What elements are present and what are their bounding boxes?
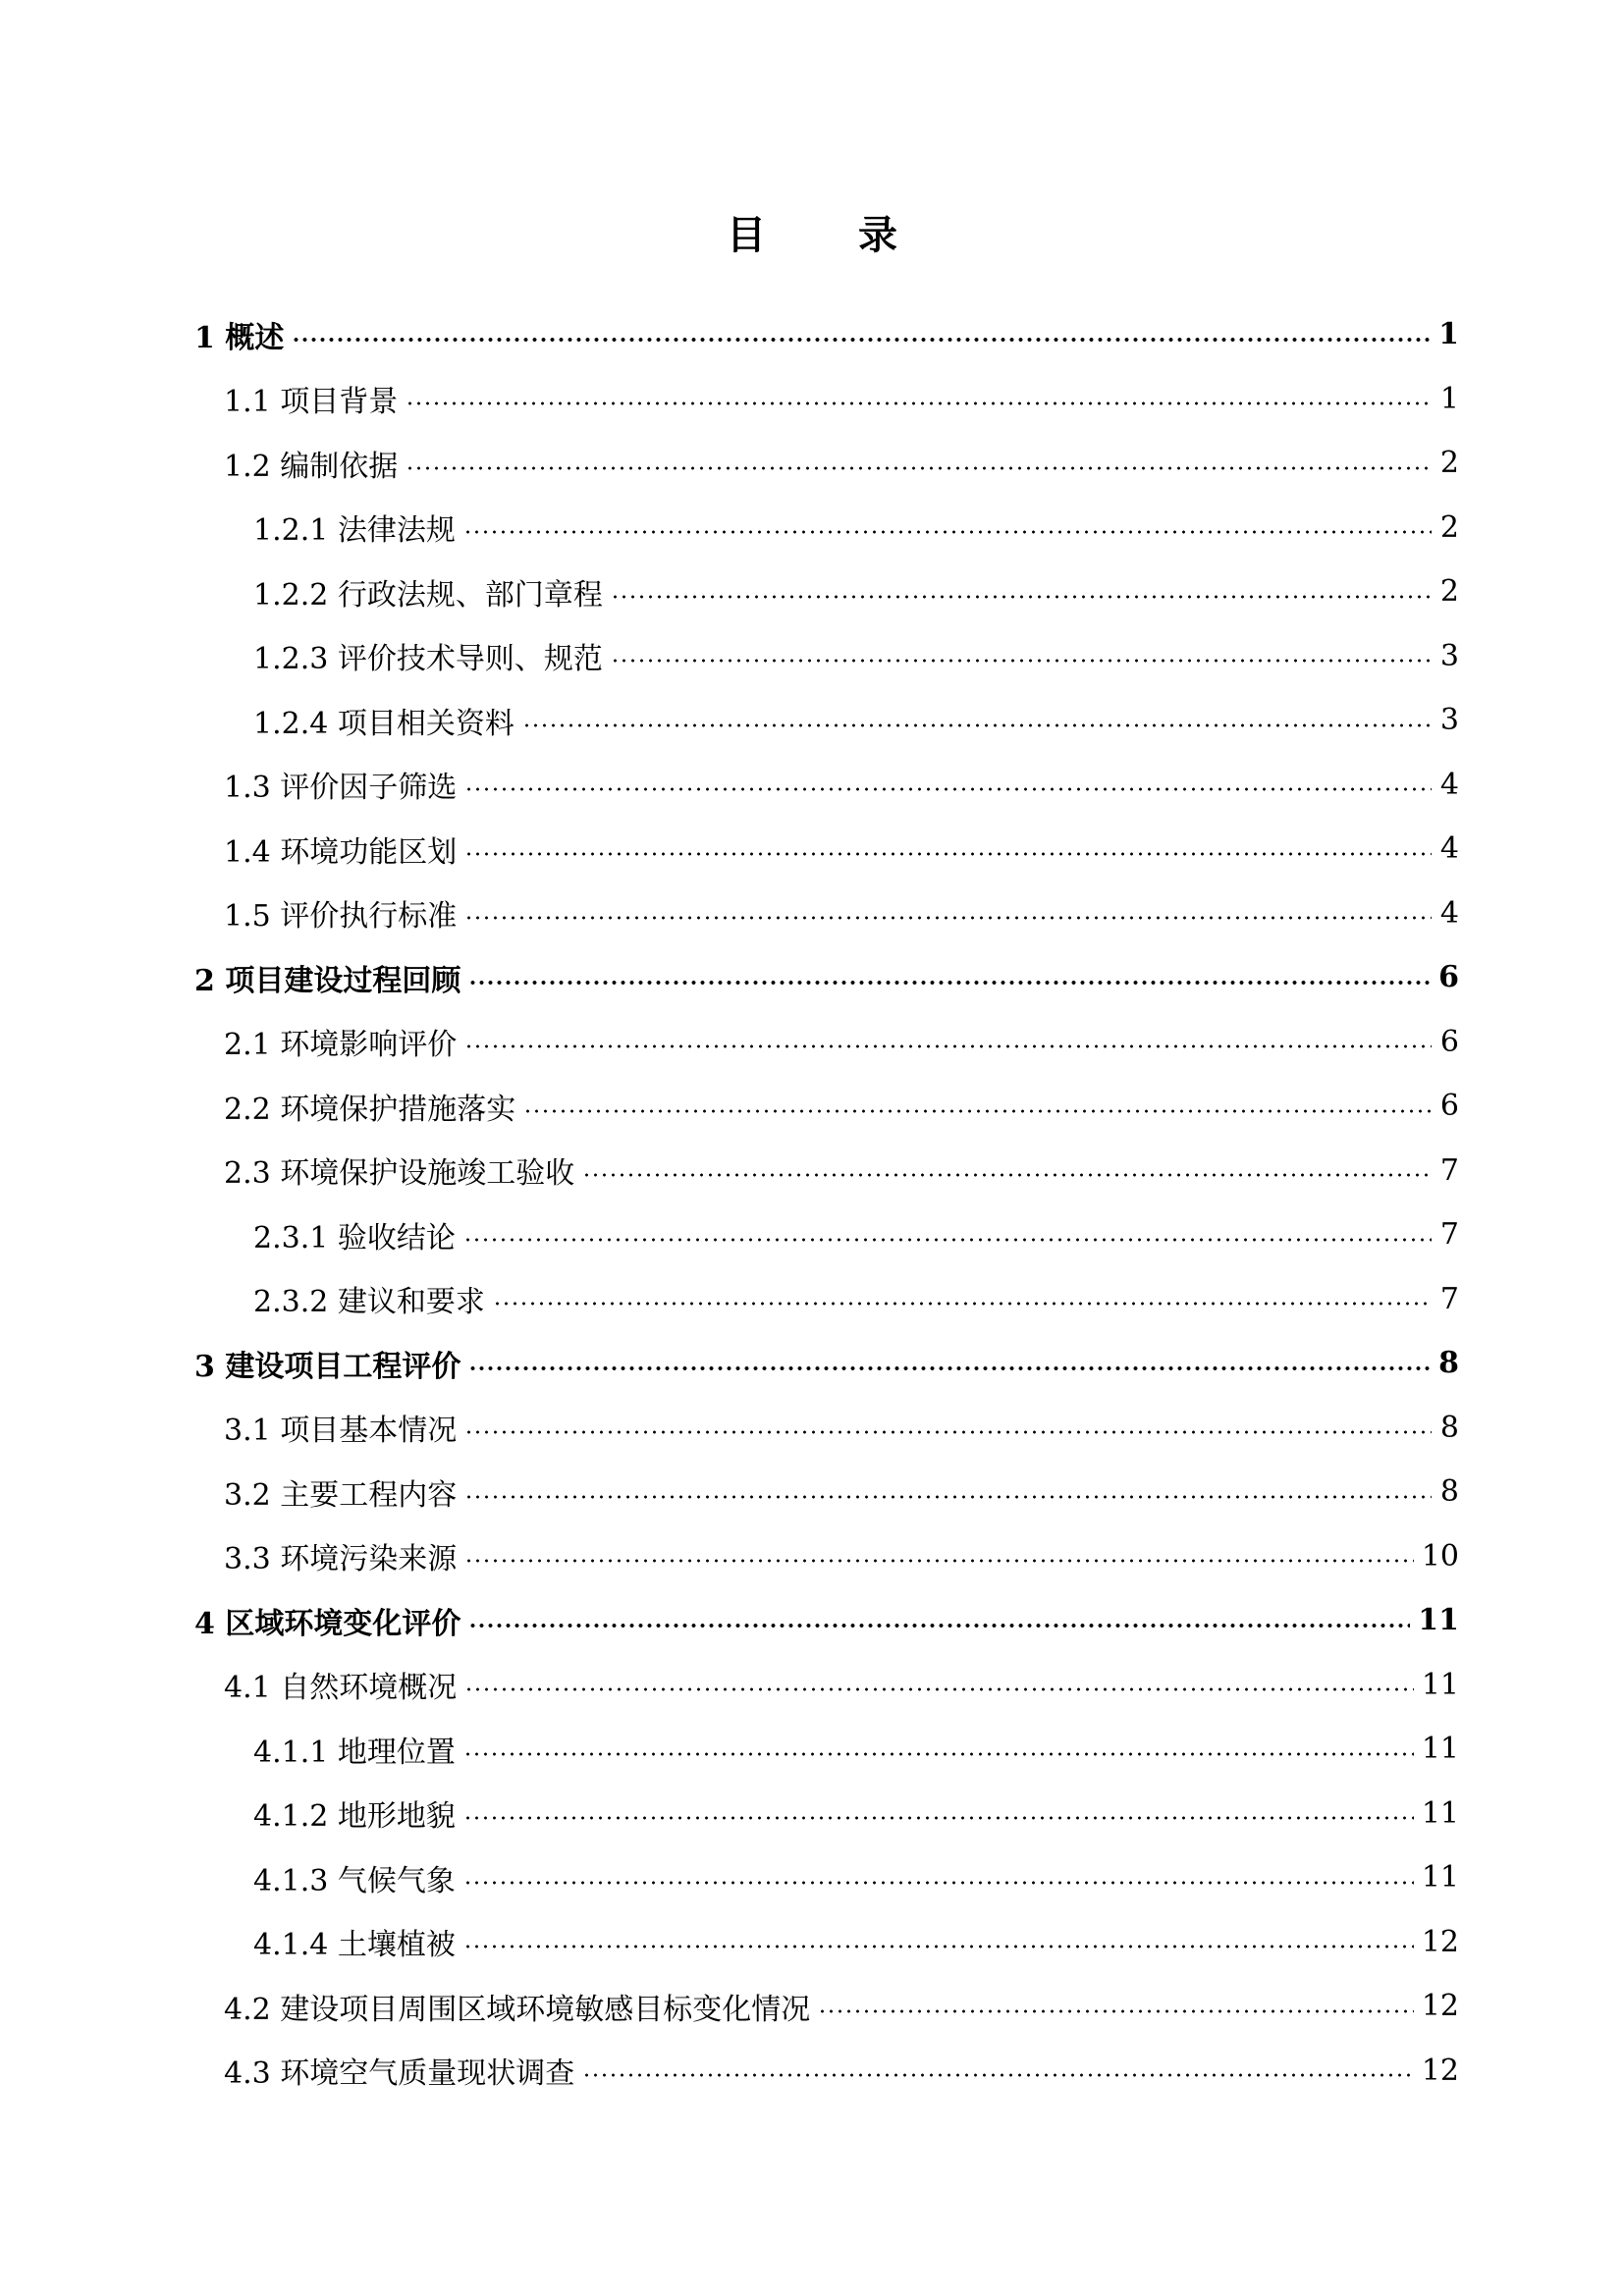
toc-entry-label: 3.3 环境污染来源 — [224, 1542, 458, 1577]
toc-entry[interactable] — [194, 624, 1459, 689]
toc-entry[interactable] — [194, 1202, 1459, 1267]
toc-entry-label: 1.5 评价执行标准 — [224, 899, 458, 934]
toc-entry[interactable] — [194, 688, 1459, 753]
toc-entry-page-number: 7 — [1439, 1152, 1459, 1188]
toc-entry-page-number: 6 — [1439, 1089, 1459, 1124]
toc-entry-page-number: 4 — [1439, 831, 1459, 867]
toc-entry-page-number: 8 — [1439, 1410, 1459, 1445]
toc-dot-leader — [582, 1173, 1432, 1177]
toc-entry[interactable] — [194, 496, 1459, 561]
toc-dot-leader — [611, 595, 1432, 599]
toc-entry[interactable] — [194, 1845, 1459, 1910]
toc-dot-leader — [464, 1495, 1432, 1499]
toc-dot-leader — [463, 530, 1432, 534]
toc-entry[interactable] — [194, 2039, 1459, 2104]
toc-entry[interactable] — [194, 945, 1459, 1010]
toc-entry[interactable] — [194, 1588, 1459, 1653]
toc-entry-page-number: 11 — [1421, 1795, 1459, 1831]
toc-entry[interactable] — [194, 1910, 1459, 1975]
toc-entry-label: 2 项目建设过程回顾 — [194, 963, 461, 998]
toc-dot-leader — [463, 1881, 1414, 1885]
toc-dot-leader — [468, 981, 1431, 985]
toc-entry[interactable] — [194, 302, 1459, 367]
toc-entry-label: 1.2.2 行政法规、部门章程 — [253, 577, 603, 613]
toc-entry-label: 1.3 评价因子筛选 — [224, 771, 458, 806]
toc-entry-label: 4.1.3 气候气象 — [253, 1863, 456, 1898]
toc-entry-label: 1.1 项目背景 — [224, 385, 399, 420]
toc-entry-page-number: 1 — [1439, 381, 1459, 416]
toc-entry[interactable] — [194, 1267, 1459, 1332]
toc-entry-label: 2.1 环境影响评价 — [224, 1028, 458, 1063]
toc-entry-page-number: 3 — [1439, 703, 1459, 738]
toc-dot-leader — [463, 1752, 1414, 1756]
toc-dot-leader — [522, 723, 1432, 727]
toc-entry-label: 4.2 建设项目周围区域环境敏感目标变化情况 — [224, 1992, 811, 2027]
toc-entry-label: 4 区域环境变化评价 — [194, 1606, 461, 1641]
toc-entry[interactable] — [194, 1460, 1459, 1524]
toc-entry-label: 1.2 编制依据 — [224, 449, 399, 484]
page-title: 目 录 — [727, 212, 937, 258]
toc-entry-label: 2.3.1 验收结论 — [253, 1220, 456, 1255]
table-of-contents — [194, 302, 1459, 2103]
toc-dot-leader — [611, 659, 1432, 663]
toc-entry-page-number: 11 — [1421, 1732, 1459, 1767]
toc-dot-leader — [464, 787, 1432, 791]
toc-entry-page-number: 12 — [1421, 2053, 1459, 2088]
toc-entry-page-number: 11 — [1418, 1603, 1459, 1638]
toc-entry-label: 1.4 环境功能区划 — [224, 834, 458, 870]
toc-entry-label: 1.2.3 评价技术导则、规范 — [253, 642, 603, 677]
toc-entry[interactable] — [194, 1974, 1459, 2039]
toc-entry-label: 2.2 环境保护措施落实 — [224, 1092, 516, 1127]
toc-entry-page-number: 2 — [1439, 509, 1459, 545]
toc-entry[interactable] — [194, 1717, 1459, 1782]
toc-entry[interactable] — [194, 1139, 1459, 1203]
toc-entry-label: 3.1 项目基本情况 — [224, 1414, 458, 1449]
toc-entry-page-number: 8 — [1439, 1474, 1459, 1510]
toc-entry[interactable] — [194, 817, 1459, 881]
toc-entry-label: 2.3.2 建议和要求 — [253, 1285, 485, 1320]
toc-entry[interactable] — [194, 560, 1459, 624]
toc-entry-label: 2.3 环境保护设施竣工验收 — [224, 1156, 575, 1192]
toc-entry[interactable] — [194, 367, 1459, 432]
toc-dot-leader — [463, 1816, 1414, 1820]
toc-entry-page-number: 3 — [1439, 638, 1459, 673]
toc-entry-label: 4.1.1 地理位置 — [253, 1735, 456, 1770]
toc-dot-leader — [464, 1044, 1432, 1048]
toc-dot-leader — [818, 2009, 1414, 2013]
toc-entry-label: 3.2 主要工程内容 — [224, 1477, 458, 1513]
toc-dot-leader — [468, 1366, 1431, 1370]
toc-dot-leader — [406, 466, 1432, 470]
toc-entry-label: 4.1.2 地形地貌 — [253, 1799, 456, 1835]
toc-entry[interactable] — [194, 1010, 1459, 1075]
toc-entry-page-number: 7 — [1439, 1281, 1459, 1316]
toc-entry-label: 1.2.1 法律法规 — [253, 513, 456, 549]
toc-entry-label: 1 概述 — [194, 320, 285, 355]
toc-entry[interactable] — [194, 1396, 1459, 1461]
toc-entry-page-number: 7 — [1439, 1217, 1459, 1253]
toc-dot-leader — [582, 2073, 1414, 2077]
toc-dot-leader — [464, 1687, 1414, 1691]
toc-dot-leader — [464, 852, 1432, 856]
toc-entry-page-number: 4 — [1439, 767, 1459, 802]
toc-entry-page-number: 1 — [1438, 317, 1459, 352]
toc-entry-label: 1.2.4 项目相关资料 — [253, 706, 514, 741]
toc-entry[interactable] — [194, 881, 1459, 946]
toc-entry[interactable] — [194, 1524, 1459, 1589]
toc-entry-label: 4.1 自然环境概况 — [224, 1671, 458, 1706]
toc-entry[interactable] — [194, 1331, 1459, 1396]
toc-entry[interactable] — [194, 1653, 1459, 1718]
toc-entry[interactable] — [194, 1074, 1459, 1139]
toc-entry-label: 3 建设项目工程评价 — [194, 1349, 461, 1384]
toc-entry-page-number: 12 — [1421, 1989, 1459, 2024]
toc-entry[interactable] — [194, 1782, 1459, 1846]
toc-entry-page-number: 12 — [1421, 1924, 1459, 1959]
toc-entry-page-number: 11 — [1421, 1860, 1459, 1896]
toc-dot-leader — [463, 1238, 1432, 1242]
toc-dot-leader — [292, 338, 1431, 342]
toc-dot-leader — [464, 1559, 1414, 1563]
toc-dot-leader — [406, 401, 1432, 405]
toc-entry-page-number: 2 — [1439, 574, 1459, 610]
toc-dot-leader — [464, 1430, 1432, 1434]
toc-entry-page-number: 8 — [1438, 1346, 1459, 1381]
toc-entry-page-number: 10 — [1421, 1538, 1459, 1574]
toc-entry-page-number: 6 — [1439, 1024, 1459, 1059]
toc-entry[interactable] — [194, 753, 1459, 818]
toc-entry-page-number: 11 — [1421, 1667, 1459, 1702]
toc-dot-leader — [463, 1945, 1414, 1949]
toc-entry-page-number: 6 — [1438, 960, 1459, 995]
toc-entry-label: 4.1.4 土壤植被 — [253, 1928, 456, 1963]
toc-dot-leader — [464, 916, 1432, 920]
toc-entry-page-number: 4 — [1439, 895, 1459, 931]
toc-entry[interactable] — [194, 431, 1459, 496]
toc-entry-label: 4.3 环境空气质量现状调查 — [224, 2056, 575, 2092]
toc-dot-leader — [523, 1109, 1432, 1113]
toc-entry-page-number: 2 — [1439, 446, 1459, 481]
toc-dot-leader — [493, 1302, 1432, 1306]
toc-dot-leader — [468, 1624, 1410, 1628]
